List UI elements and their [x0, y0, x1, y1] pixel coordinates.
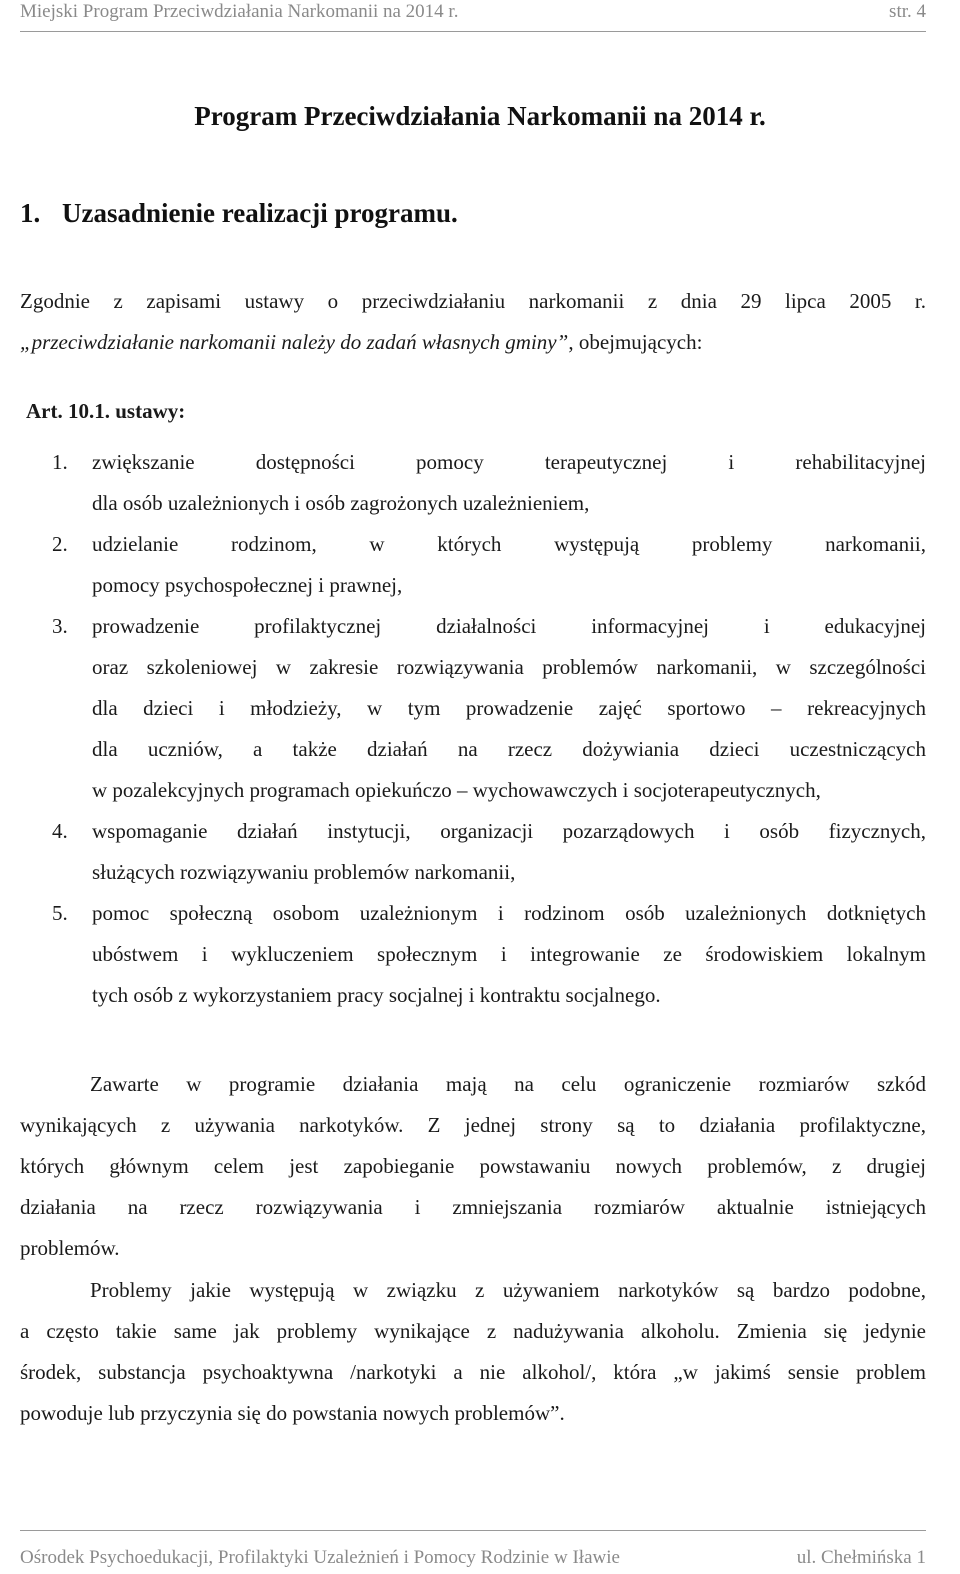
list-item-line: służących rozwiązywaniu problemów narkomanii,: [92, 860, 516, 884]
page-number: str. 4: [889, 1, 926, 22]
list-item-line: udzielanie rodzinom, w których występują problemy narkomanii,: [92, 532, 926, 556]
list-item-line: oraz szkoleniowej w zakresie rozwiązywania problemów narkomanii, w szczególności: [92, 655, 926, 679]
article-label: Art. 10.1. ustawy:: [26, 399, 186, 423]
page-header: [20, 0, 926, 32]
list-item-line: pomoc społeczną osobom uzależnionym i rodzinom osób uzależnionych dotkniętych: [92, 901, 926, 925]
list-item-line: prowadzenie profilaktycznej działalności informacyjnej i edukacyjnej: [92, 614, 926, 638]
list-item-number: 2.: [52, 532, 68, 556]
list-item: [52, 606, 926, 811]
paragraph-line: Problemy jakie występują w związku z używaniem narkotyków są bardzo podobne,: [90, 1278, 926, 1302]
list-item: [52, 811, 926, 893]
paragraph-problems: [20, 1270, 926, 1434]
paragraph-goals: [20, 1064, 926, 1269]
list-item: [52, 524, 926, 606]
list-item-line: tych osób z wykorzystaniem pracy socjalnej i kontraktu socjalnego.: [92, 983, 661, 1007]
list-item: [52, 893, 926, 1016]
list-item-line: zwiększanie dostępności pomocy terapeutycznej i rehabilitacyjnej: [92, 450, 926, 474]
list-item: [52, 442, 926, 524]
list-item-line: dla dzieci i młodzieży, w tym prowadzenie zajęć sportowo – rekreacyjnych: [92, 696, 926, 720]
footer-address: ul. Chełmińska 1: [796, 1547, 926, 1568]
footer-institution: Ośrodek Psychoedukacji, Profilaktyki Uzależnień i Pomocy Rodzinie w Iławie: [20, 1547, 620, 1568]
list-item-number: 3.: [52, 614, 68, 638]
header-title: Miejski Program Przeciwdziałania Narkomanii na 2014 r.: [20, 1, 459, 22]
paragraph-line: działania na rzecz rozwiązywania i zmniejszania rozmiarów aktualnie istniejących: [20, 1195, 926, 1219]
intro-line: [20, 322, 926, 363]
list-item-line: wspomaganie działań instytucji, organizacji pozarządowych i osób fizycznych,: [92, 819, 926, 843]
list-item-number: 1.: [52, 450, 68, 474]
paragraph-line: środek, substancja psychoaktywna /narkotyki a nie alkohol/, która „w jakimś sensie problem: [20, 1360, 926, 1384]
list-item-line: dla osób uzależnionych i osób zagrożonych uzależnieniem,: [92, 491, 590, 515]
paragraph-line: Zawarte w programie działania mają na celu ograniczenie rozmiarów szkód: [90, 1072, 926, 1096]
section-heading: [20, 196, 458, 230]
article-list: [52, 442, 926, 1016]
intro-quote: „przeciwdziałanie narkomanii należy do zadań własnych gminy”: [20, 330, 569, 354]
list-item-number: 5.: [52, 901, 68, 925]
paragraph-line: których głównym celem jest zapobieganie powstawaniu nowych problemów, z drugiej: [20, 1154, 926, 1178]
intro-paragraph: [20, 281, 926, 363]
section-number: 1.: [20, 198, 41, 228]
intro-line-rest: , obejmujących:: [568, 330, 703, 354]
paragraph-line: a często takie same jak problemy wynikające z nadużywania alkoholu. Zmienia się jedynie: [20, 1319, 926, 1343]
list-item-line: pomocy psychospołecznej i prawnej,: [92, 573, 403, 597]
page-footer: [20, 1530, 926, 1574]
paragraph-line: wynikających z używania narkotyków. Z jednej strony są to działania profilaktyczne,: [20, 1113, 926, 1137]
document-title: Program Przeciwdziałania Narkomanii na 2014 r.: [194, 101, 766, 131]
list-item-line: ubóstwem i wykluczeniem społecznym i integrowanie ze środowiskiem lokalnym: [92, 942, 926, 966]
list-item-line: dla uczniów, a także działań na rzecz dożywiania dzieci uczestniczących: [92, 737, 926, 761]
list-item-line: w pozalekcyjnych programach opiekuńczo – wychowawczych i socjoterapeutycznych,: [92, 778, 821, 802]
paragraph-line: powoduje lub przyczynia się do powstania nowych problemów”.: [20, 1401, 565, 1425]
list-item-number: 4.: [52, 819, 68, 843]
section-title: Uzasadnienie realizacji programu.: [62, 198, 458, 228]
intro-line: Zgodnie z zapisami ustawy o przeciwdziałaniu narkomanii z dnia 29 lipca 2005 r.: [20, 289, 926, 313]
paragraph-line: problemów.: [20, 1236, 120, 1260]
